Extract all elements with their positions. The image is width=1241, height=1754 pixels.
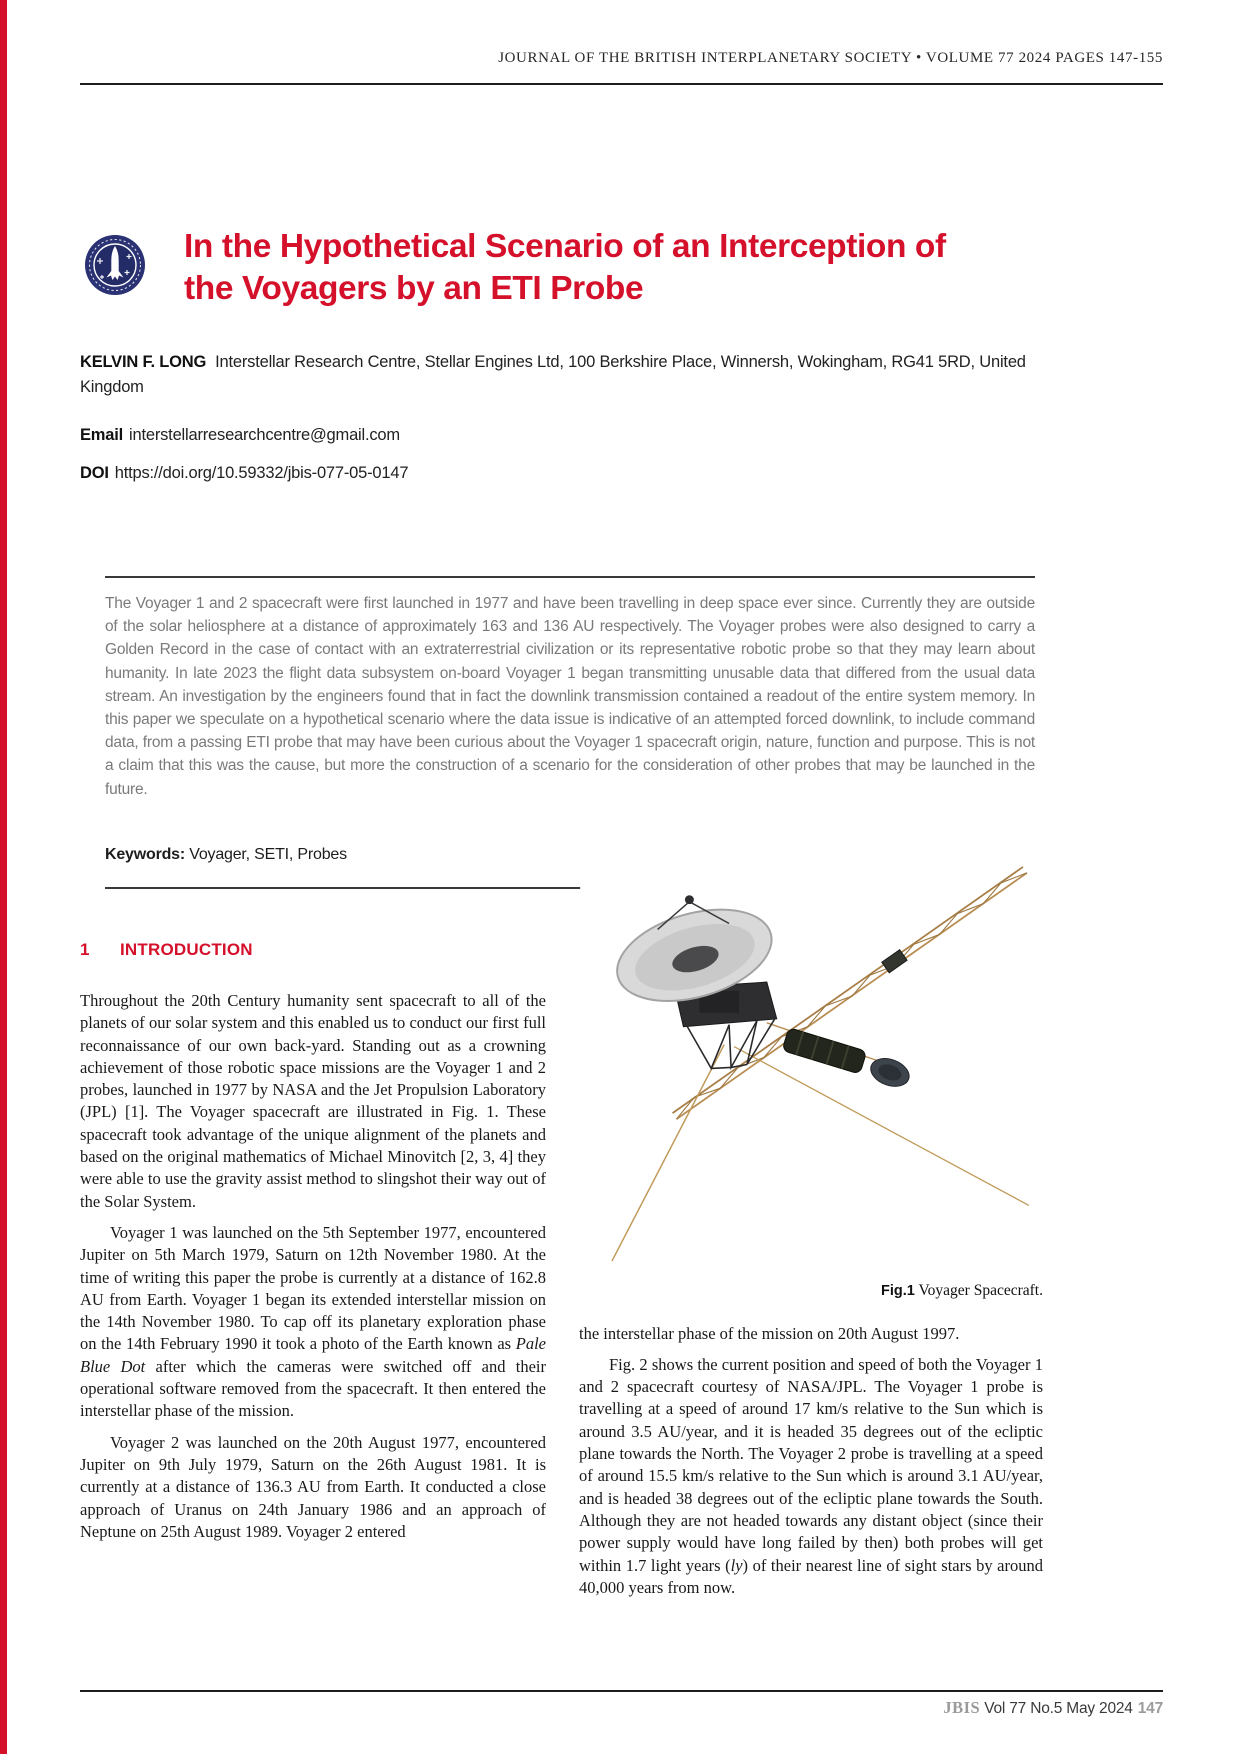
voyager-spacecraft-image: [579, 856, 1043, 1268]
author-byline: [80, 350, 1036, 400]
running-head: JOURNAL OF THE BRITISH INTERPLANETARY SOCIETY • VOLUME 77 2024 PAGES 147-155: [498, 50, 1163, 66]
figure-1-label: Fig.1: [881, 1283, 915, 1300]
paragraph-text: Fig. 2 shows the current position and speed of both the Voyager 1 and 2 spacecraft courtesy of NASA/JPL. The Voyager 1 probe is travelling at a speed of around 17 km/s relative to the Sun which is around 3.5 AU/year, and it is headed 35 degrees out of the ecliptic plane towards the North. The Voyager 2 probe is travelling at a speed of around 15.5 km/s relative to the Sun which is around 3.1 AU/year, and is headed 38 degrees out of the ecliptic plane towards the South. Although they are not headed towards any distant object (since their power supply would have long failed by then) both probes will get within 1.7 light years (: [579, 1354, 1043, 1575]
figure-1-caption-text: Voyager Spacecraft.: [914, 1282, 1043, 1300]
section-1-number: 1: [80, 940, 90, 959]
keywords-list: Voyager, SETI, Probes: [185, 846, 347, 863]
figure-1-caption: [579, 1280, 1043, 1302]
doi-row: [80, 464, 408, 483]
keywords-label: Keywords:: [105, 846, 185, 863]
italic-phrase: ly: [730, 1555, 743, 1575]
italic-phrase: Pale Blue Dot: [80, 1334, 546, 1376]
doi-link[interactable]: https://doi.org/10.59332/jbis-077-05-0147: [114, 464, 409, 482]
paragraph: the interstellar phase of the mission on 20th August 1997.: [579, 1323, 960, 1343]
article-title-line1: In the Hypothetical Scenario of an Interception of: [184, 228, 946, 265]
author-affiliation: Interstellar Research Centre, Stellar Engines Ltd, 100 Berkshire Place, Winnersh, Wokingham, RG41 5RD, United Kingdom: [80, 353, 1026, 396]
abstract-text: The Voyager 1 and 2 spacecraft were first launched in 1977 and have been travelling in deep space ever since. Currently they are outside of the solar heliosphere at a distance of approximately 163 and 136 AU respectively. The Voyager probes were also designed to carry a Golden Record in the case of contact with an extraterrestrial civilization or its representative robotic probe so that they may learn about humanity. In late 2023 the flight data subsystem on-board Voyager 1 began transmitting unusable data that differed from the usual data stream. An investigation by the engineers found that in fact the downlink transmission contained a readout of the entire system memory. In this paper we speculate on a hypothetical scenario where the data issue is indicative of an attempted forced downlink, to include command data, from a passing ETI probe that may have been curious about the Voyager 1 spacecraft origin, nature, function and purpose. This is not a claim that this was the cause, but more the construction of a scenario for the consideration of other probes that may be launched in the future.: [105, 595, 1035, 798]
right-column: [579, 856, 1043, 1599]
footer-journal-name: JBIS: [943, 1698, 981, 1717]
article-title: [184, 226, 1054, 310]
section-1-heading: [80, 940, 253, 960]
paragraph: [579, 1354, 1043, 1599]
footer-page-number: 147: [1137, 1700, 1163, 1717]
footer-issue: Vol 77 No.5 May 2024: [984, 1700, 1133, 1717]
footer-rule: [80, 1690, 1163, 1692]
keywords-row: [105, 846, 347, 864]
paragraph: [80, 1222, 546, 1423]
doi-label: DOI: [80, 464, 109, 482]
left-column: [80, 990, 546, 1543]
paragraph-text: Voyager 1 was launched on the 5th September 1977, encountered Jupiter on 5th March 1979, Saturn on 12th November 1980. At the time of writing this paper the probe is currently at a distance of 162.8 AU from Earth. Voyager 1 began its extended interstellar mission on the 14th November 1980. To cap off its planetary exploration phase on the 14th February 1990 it took a photo of the Earth known as: [80, 1222, 546, 1354]
email-label: Email: [80, 426, 124, 444]
header-rule: [80, 83, 1163, 85]
paragraph-text: after which the cameras were switched off and their operational software removed from the spacecraft. It then entered the interstellar phase of the mission.: [80, 1356, 546, 1421]
email-row: [80, 426, 400, 445]
paragraph: Voyager 2 was launched on the 20th August 1977, encountered Jupiter on 9th July 1979, Saturn on the 26th August 1981. It is currently at a distance of 136.3 AU from Earth. It conducted a close approach of Uranus on 24th January 1986 and an approach of Neptune on 25th August 1989. Voyager 2 entered: [80, 1432, 546, 1541]
page-footer: [943, 1698, 1163, 1718]
paragraph: Throughout the 20th Century humanity sent spacecraft to all of the planets of our solar system and this enabled us to conduct our first full reconnaissance of our own back-yard. Standing out as a crowning achievement of those robotic space missions are the Voyager 1 and 2 probes, launched in 1977 by NASA and the Jet Propulsion Laboratory (JPL) [1]. The Voyager spacecraft are illustrated in Fig. 1. These spacecraft took advantage of the unique alignment of the planets and based on the original mathematics of Michael Minovitch [2, 3, 4] they were able to use the gravity assist method to slingshot their way out of the Solar System.: [80, 991, 546, 1211]
abstract-top-rule: [105, 576, 1035, 578]
bis-society-logo: [84, 234, 146, 296]
email-address[interactable]: interstellarresearchcentre@gmail.com: [129, 426, 400, 444]
author-name: KELVIN F. LONG: [80, 353, 207, 371]
paragraph-text: ) of their nearest line of sight stars by around 40,000 years from now.: [579, 1555, 1043, 1597]
page-edge-red-stripe: [0, 0, 7, 1754]
section-1-title: INTRODUCTION: [120, 940, 253, 959]
article-title-line2: the Voyagers by an ETI Probe: [184, 270, 644, 307]
